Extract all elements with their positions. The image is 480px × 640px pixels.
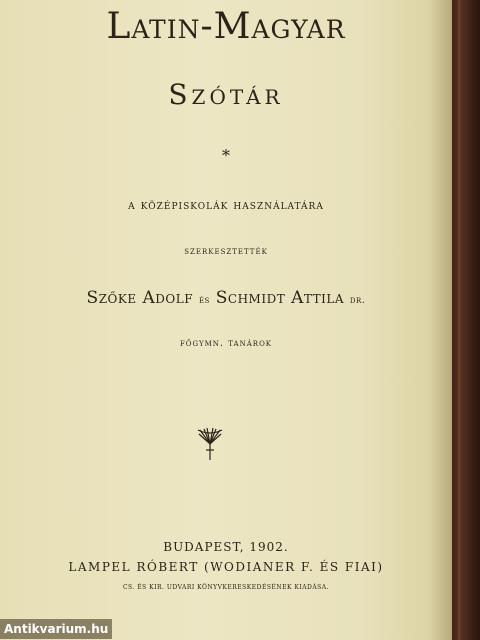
author-first: Szőke Adolf [86,288,194,308]
book-title: Latin-Magyar [106,6,346,47]
book-subtitle: Szótár [168,78,284,111]
author-suffix: dr. [349,295,366,306]
imprint-line: CS. ÉS KIR. UDVARI KÖNYVKERESKEDÉSÉNEK KIADÁSA. [122,584,330,591]
author-conjunction: és [198,295,210,306]
author-second: Schmidt Attila [215,288,344,308]
book-cover-edge [452,0,480,640]
site-watermark: Antikvarium.hu [0,619,112,639]
star-ornament: * [222,146,230,165]
author-role-line: főgymn. tanárok [179,338,273,349]
compiled-by-line: szerkesztették [184,246,268,257]
place-year: BUDAPEST, 1902. [163,540,289,554]
publisher-line: LAMPEL RÓBERT (WODIANER F. ÉS FIAI) [68,560,384,574]
purpose-line: a középiskolák használatára [128,198,324,213]
palmette-ornament-icon [196,426,224,462]
authors-line [0,288,452,308]
